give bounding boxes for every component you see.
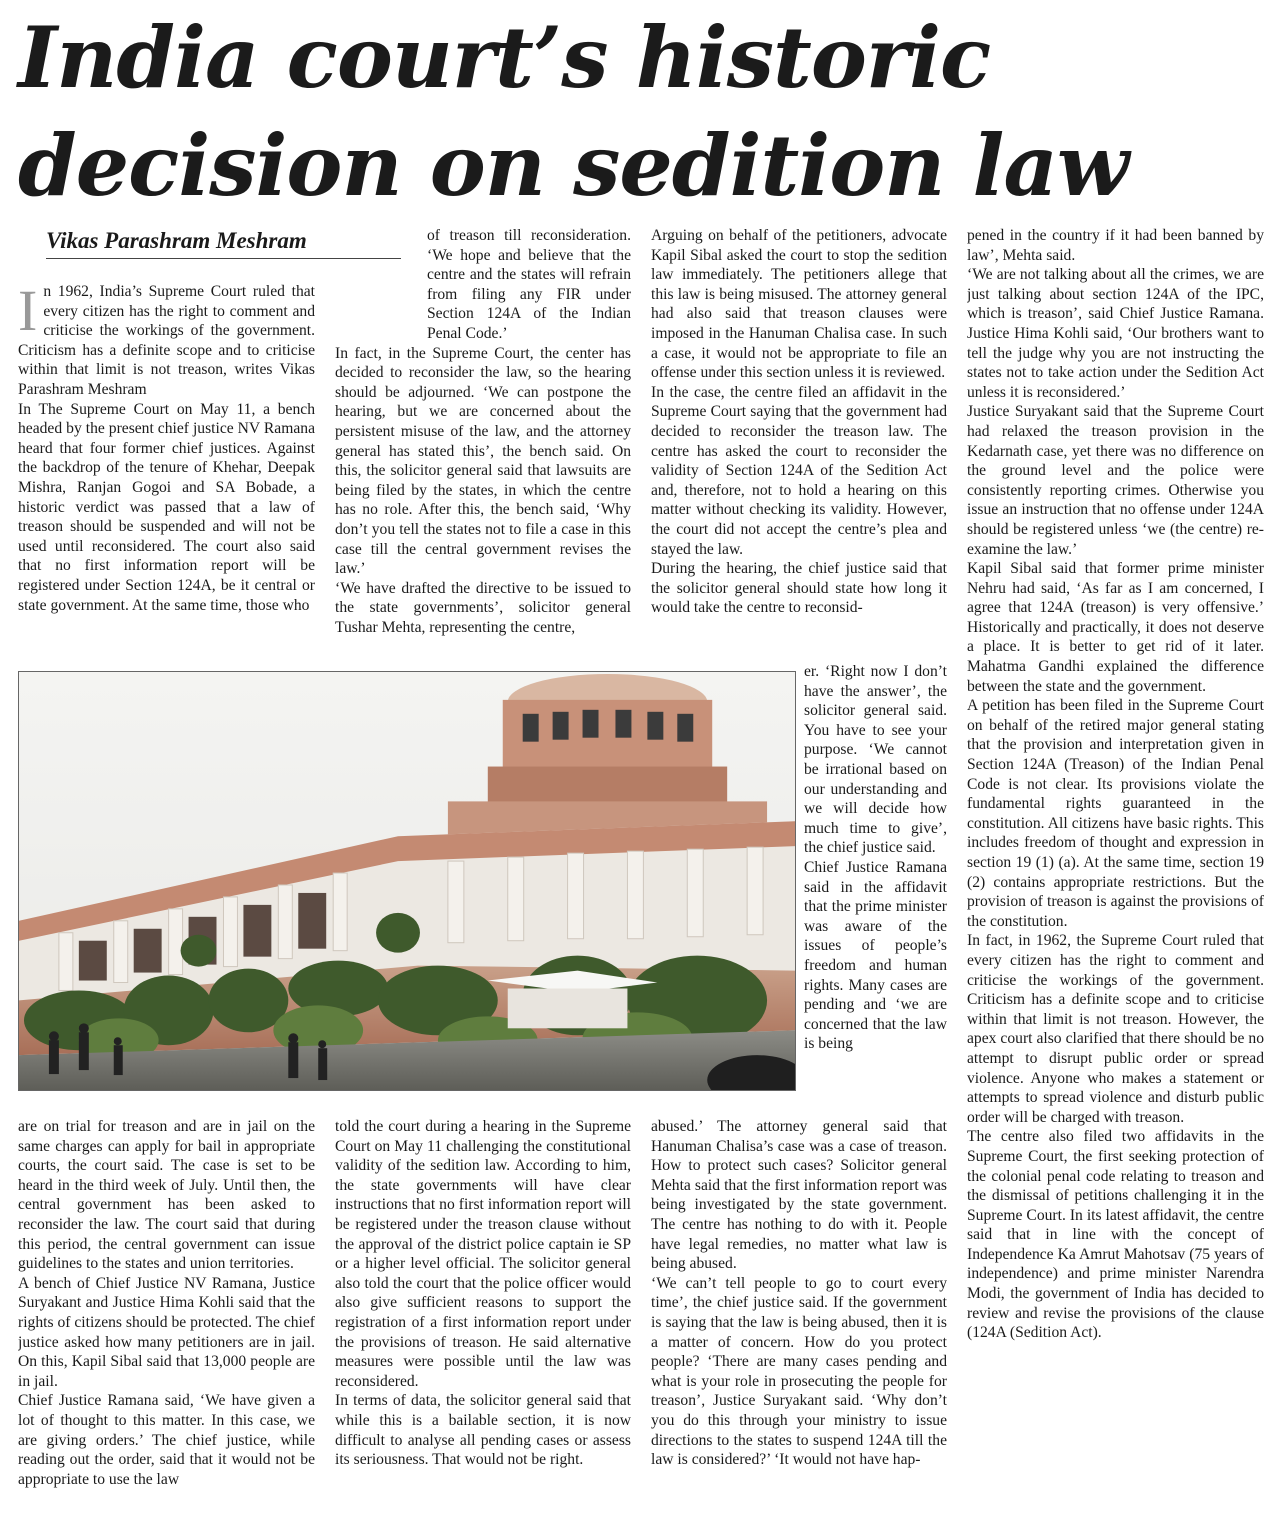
paragraph: Justice Suryakant said that the Supreme Court had relaxed the treason provision in the Kedarnath case, yet there was no difference on the ground level and the police were consistently reporting crimes. Otherwise you issue an instruction that no offense under 124A should be registered unless ‘we (the centre) re-examine the law.’ [967, 403, 1264, 558]
column-2-top [335, 226, 631, 660]
column-1-top [18, 282, 315, 660]
paragraph [18, 282, 315, 400]
paragraph: told the court during a hearing in the Supreme Court on May 11 challenging the constitutional validity of the sedition law. According to him, the state governments will have clear instructions that no first information report will be registered under the treason clause without the approval of the district police captain ie SP or a higher level official. The solicitor general also told the court that the police officer would also give sufficient reasons to support the registration of a first information report under the provisions of treason. He said alternative measures were possible until the law was reconsidered. [335, 1118, 631, 1390]
paragraph: Chief Justice Ramana said in the affidavit that the prime minister was aware of the issues of people’s freedom and human rights. Many cases are pending and ‘we are concerned that the law is being [804, 858, 947, 1053]
paragraph: er. ‘Right now I don’t have the answer’, the solicitor general said. You have to see your purpose. ‘We cannot be irrational based on our understanding and we will decide how much time to give’, the chief justice said. [804, 663, 947, 857]
drop-cap: I [18, 282, 38, 343]
paragraph: In fact, in 1962, the Supreme Court ruled that every citizen has the right to comment and criticise the workings of the government. Criticism has a definite scope and to criticise within that limit is not treason. However, the apex court also clarified that there should be no attempt to disrupt public order or spread violence. Anyone who makes a statement or attempts to spread violence and disturb public order will be charged with treason. [967, 932, 1264, 1126]
paragraph: ‘We can’t tell people to go to court every time’, the chief justice said. If the government is saying that the law is being abused, then it is a matter of concern. How do you protect people? ‘There are many cases pending and what is your role in prosecuting the people for treason’, Justice Suryakant said. ‘Why don’t you do this through your ministry to issue directions to the states to suspend 124A till the law is considered?’ ‘It would not have hap- [651, 1274, 947, 1469]
paragraph-text: n 1962, India’s Supreme Court ruled that every citizen has the right to comment and criticise the workings of the government. Criticism has a definite scope and to criticise within that limit is not treason, writes Vikas Parashram Meshram [18, 283, 315, 398]
paragraph: A bench of Chief Justice NV Ramana, Justice Suryakant and Justice Hima Kohli said that the rights of citizens should be protected. The chief justice asked how many petitioners are in jail. On this, Kapil Sibal said that 13,000 people are in jail. [18, 1274, 315, 1390]
paragraph: are on trial for treason and are in jail on the same charges can apply for bail in appropriate courts, the court said. The case is set to be heard in the third week of July. Until then, the central government has been asked to reconsider the law. The court said that during this period, the central government can issue guidelines to the states and union territories. [18, 1118, 315, 1273]
paragraph: In terms of data, the solicitor general said that while this is a bailable section, it is now difficult to analyse all pending cases or assess its seriousness. That would not be right. [335, 1392, 631, 1469]
column-2-bottom [335, 1117, 631, 1517]
paragraph: Arguing on behalf of the petitioners, advocate Kapil Sibal asked the court to stop the sedition law immediately. The petitioners allege that this law is being misused. The attorney general had also said that treason clauses were imposed in the Hanuman Chalisa case. In such a case, it would not be appropriate to file an offense under this section unless it is reviewed. [651, 227, 947, 382]
paragraph: In The Supreme Court on May 11, a bench headed by the present chief justice NV Ramana heard that four former chief justices. Against the backdrop of the tenure of Khehar, Deepak Mishra, Ranjan Gogoi and SA Bobade, a historic verdict was passed that a law of treason should be suspended and will not be used until reconsidered. The court also said that no first information report will be registered under Section 124A, be it central or state government. At the same time, those who [18, 400, 315, 614]
paragraph: ‘We are not talking about all the crimes, we are just talking about section 124A of the IPC, which is treason’, said Chief Justice Ramana. Justice Hima Kohli said, ‘Our brothers want to tell the judge why you are not instructing the states not to take action under the Sedition Act unless it is reconsidered.’ [967, 266, 1264, 401]
paragraph: pened in the country if it had been banned by law’, Mehta said. [967, 227, 1264, 264]
paragraph: Chief Justice Ramana said, ‘We have given a lot of thought to this matter. In this case, we are giving orders.’ The chief justice, while reading out the order, said that it would not be appropriate to use the law [18, 1392, 315, 1488]
column-1-bottom [18, 1117, 315, 1517]
headline: India court’s historic decision on sedition law [18, 8, 1129, 215]
paragraph: Kapil Sibal said that former prime minister Nehru had said, ‘As far as I am concerned, I agree that 124A (treason) is very offensive.’ Historically and practically, it does not deserve a place. It is better to get rid of it later. Mahatma Gandhi explained the difference between the state and the government. [967, 560, 1264, 695]
paragraph: In the case, the centre filed an affidavit in the Supreme Court saying that the government had decided to reconsider the treason law. The centre has asked the court to reconsider the validity of Section 124A of the Sedition Act and, therefore, not to hold a hearing on this matter without checking its validity. However, the court did not accept the centre’s plea and stayed the law. [651, 383, 947, 558]
column-3-bottom [651, 1117, 947, 1517]
column-3-narrow [804, 662, 947, 1117]
supreme-court-building-image [19, 672, 795, 1090]
column-4 [967, 226, 1264, 1518]
paragraph: ‘We have drafted the directive to be issued to the state governments’, solicitor general Tushar Mehta, representing the centre, [335, 579, 631, 636]
paragraph: A petition has been filed in the Supreme Court on behalf of the retired major general stating that the provision and interpretation given in Section 124A (Treason) of the Indian Penal Code is not clear. Its provisions violate the fundamental rights guaranteed in the constitution. All citizens have basic rights. This includes freedom of thought and expression in section 19 (1) (a). At the same time, section 19 (2) contains appropriate restrictions. But the provision of treason is against the provisions of the constitution. [967, 697, 1264, 930]
supreme-court-photo [18, 671, 796, 1091]
byline: Vikas Parashram Meshram [46, 226, 401, 259]
paragraph: abused.’ The attorney general said that Hanuman Chalisa’s case was a case of treason. How to protect such cases? Solicitor general Mehta said that the first information report was being investigated by the state government. The centre has nothing to do with it. People have legal remedies, no matter what law is being abused. [651, 1118, 947, 1273]
paragraph: During the hearing, the chief justice said that the solicitor general should state how long it would take the centre to reconsid- [651, 560, 947, 617]
paragraph: In fact, in the Supreme Court, the center has decided to reconsider the law, so the hearing should be adjourned. ‘We can postpone the hearing, but we are concerned about the persistent misuse of the law, and the attorney general has stated this’, the bench said. On this, the solicitor general said that lawsuits are being filed by the states, in which the centre has no role. After this, the bench said, ‘Why don’t you tell the states not to file a case in this case till the central government revises the law.’ [335, 344, 631, 578]
paragraph: The centre also filed two affidavits in the Supreme Court, the first seeking protection of the colonial penal code relating to treason and the dismissal of petitions challenging it in the Supreme Court. In its latest affidavit, the centre said that in line with the concept of Independence Ka Amrut Mahotsav (75 years of independence) and prime minister Narendra Modi, the government of India has decided to review and revise the provisions of the clause (124A (Sedition Act). [967, 1128, 1264, 1342]
column-3-top [651, 226, 947, 662]
paragraph: of treason till reconsideration. ‘We hope and believe that the centre and the states will refrain from filing any FIR under Section 124A of the Indian Penal Code.’ [427, 227, 631, 342]
